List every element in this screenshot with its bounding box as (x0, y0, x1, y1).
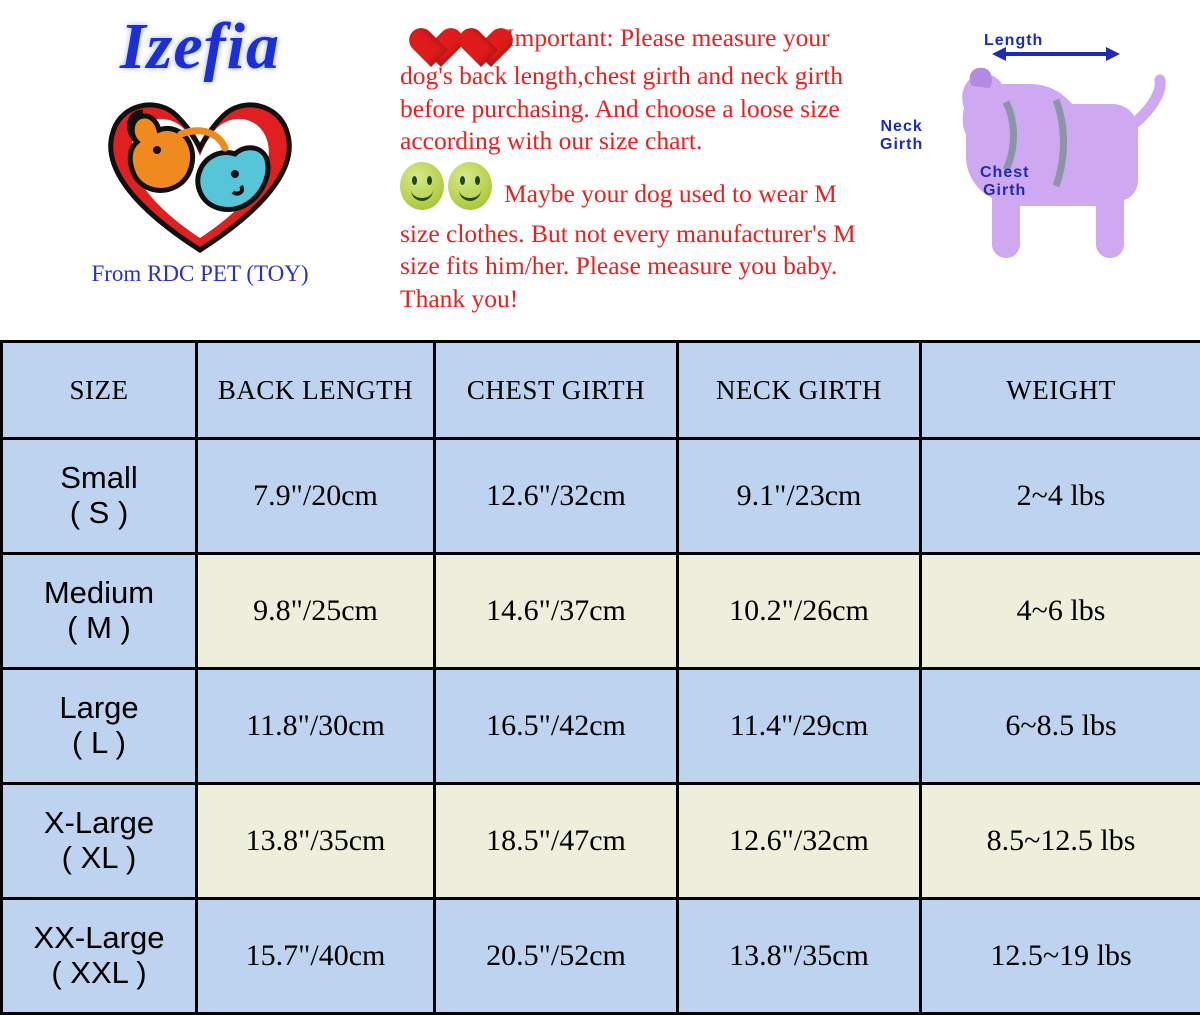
cell-back-length: 15.7"/40cm (197, 899, 435, 1014)
table-header-row (2, 342, 1200, 439)
column-header-neck-girth: NECK GIRTH (678, 342, 921, 439)
label-neck-line1: Neck (880, 118, 922, 135)
cell-size (2, 669, 197, 784)
cell-chest-girth: 16.5"/42cm (435, 669, 678, 784)
cell-neck-girth: 13.8"/35cm (678, 899, 921, 1014)
table-row (2, 669, 1200, 784)
size-abbrev: ( L ) (72, 725, 126, 760)
cell-neck-girth: 10.2"/26cm (678, 554, 921, 669)
cell-neck-girth: 11.4"/29cm (678, 669, 921, 784)
cell-back-length: 13.8"/35cm (197, 784, 435, 899)
cell-size (2, 554, 197, 669)
label-chest-line2: Girth (983, 182, 1026, 199)
cell-neck-girth: 12.6"/32cm (678, 784, 921, 899)
size-name: X-Large (44, 805, 154, 840)
cell-size (2, 899, 197, 1014)
size-name: Medium (44, 575, 154, 610)
cell-back-length: 7.9"/20cm (197, 439, 435, 554)
cell-chest-girth: 20.5"/52cm (435, 899, 678, 1014)
cell-weight: 6~8.5 lbs (921, 669, 1200, 784)
cell-weight: 2~4 lbs (921, 439, 1200, 554)
brand-name: Izefia (120, 14, 280, 80)
dog-cat-heart-logo (85, 82, 315, 257)
size-name: Large (59, 690, 138, 725)
brand-from-label: From RDC PET (TOY) (91, 261, 308, 287)
cell-size (2, 439, 197, 554)
size-name: XX-Large (34, 920, 165, 955)
heart-icon (400, 8, 500, 60)
label-neck-line2: Girth (880, 136, 923, 153)
size-abbrev: ( S ) (70, 495, 129, 530)
notes-block (400, 0, 870, 340)
smiley-face-icon (400, 162, 496, 218)
label-length: Length (984, 32, 1043, 50)
header-section (0, 0, 1200, 340)
cell-neck-girth: 9.1"/23cm (678, 439, 921, 554)
table-row (2, 899, 1200, 1014)
cell-back-length: 11.8"/30cm (197, 669, 435, 784)
table-row (2, 439, 1200, 554)
size-abbrev: ( XL ) (62, 840, 137, 875)
cell-weight: 12.5~19 lbs (921, 899, 1200, 1014)
cell-weight: 4~6 lbs (921, 554, 1200, 669)
size-table-wrapper (0, 340, 1200, 987)
important-note (400, 8, 870, 158)
measurement-diagram (870, 0, 1200, 340)
secondary-note-text: Maybe your dog used to wear M size clothes. But not every manufacturer's M size fits him/her. Please measure you baby. Thank you! (400, 179, 856, 313)
size-abbrev: ( XXL ) (51, 955, 146, 990)
dog-measurement-diagram (880, 30, 1180, 280)
size-chart-table (0, 340, 1200, 1015)
cell-chest-girth: 18.5"/47cm (435, 784, 678, 899)
cell-back-length: 9.8"/25cm (197, 554, 435, 669)
label-neck-girth (880, 118, 923, 155)
size-abbrev: ( M ) (67, 610, 131, 645)
table-row (2, 554, 1200, 669)
label-chest-girth (980, 164, 1029, 201)
label-chest-line1: Chest (980, 164, 1029, 181)
cell-weight: 8.5~12.5 lbs (921, 784, 1200, 899)
important-note-text: Important: Please measure your dog's back length,chest girth and neck girth before purchasing. And choose a loose size according with our size chart. (400, 23, 843, 155)
cell-chest-girth: 12.6"/32cm (435, 439, 678, 554)
table-row (2, 784, 1200, 899)
cell-chest-girth: 14.6"/37cm (435, 554, 678, 669)
secondary-note (400, 162, 870, 316)
column-header-weight: WEIGHT (921, 342, 1200, 439)
column-header-chest-girth: CHEST GIRTH (435, 342, 678, 439)
size-name: Small (60, 460, 138, 495)
brand-block (0, 0, 400, 340)
column-header-size: SIZE (2, 342, 197, 439)
column-header-back-length: BACK LENGTH (197, 342, 435, 439)
cell-size (2, 784, 197, 899)
